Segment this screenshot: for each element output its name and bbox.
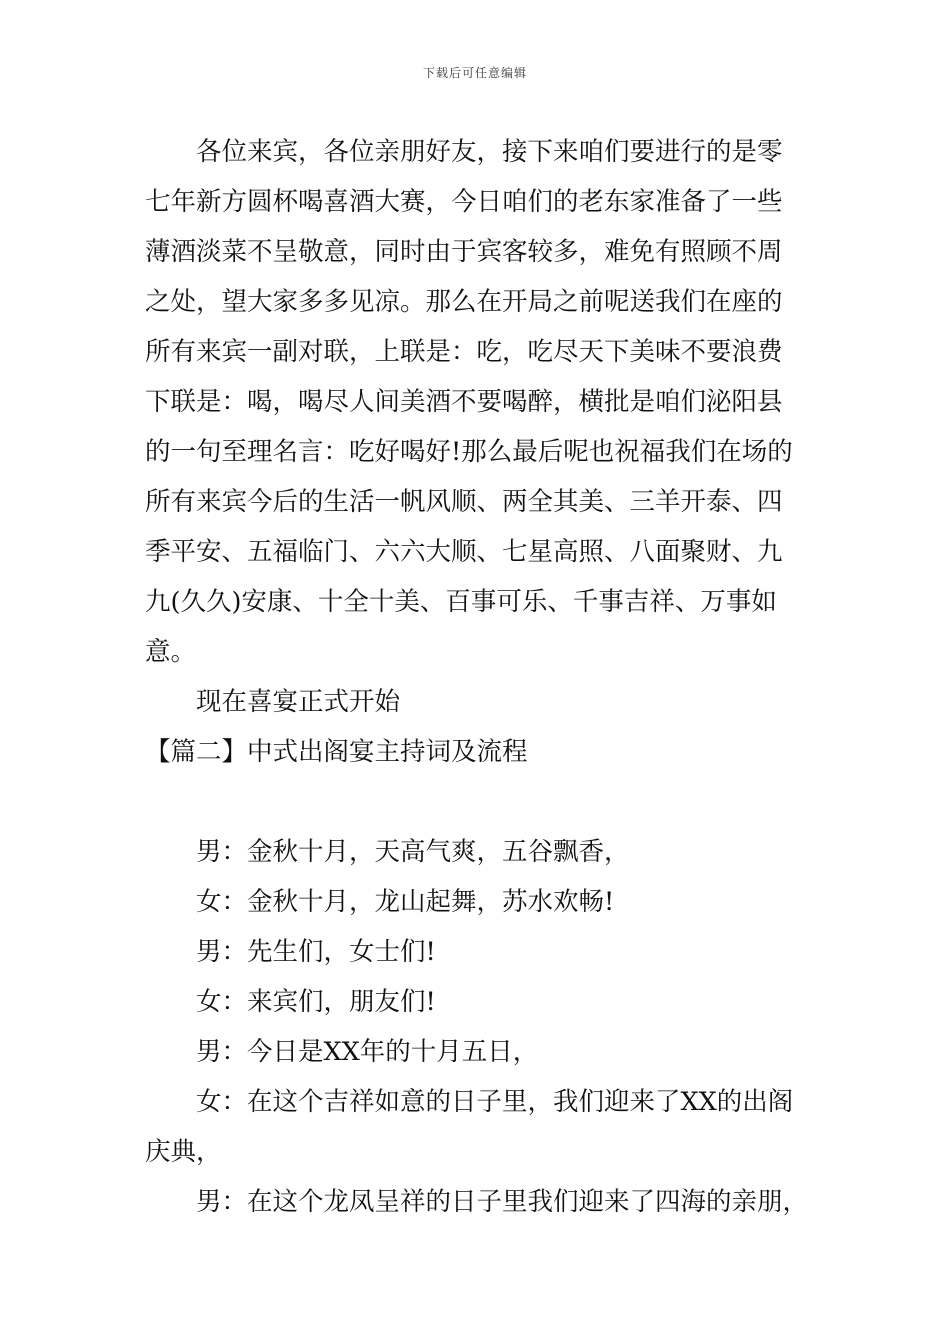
document-body [145,127,807,1227]
dialogue-line: 女：在这个吉祥如意的日子里，我们迎来了XX的出阁 [196,1087,794,1117]
page-header: 下载后可任意编辑 [422,66,527,80]
paragraph-line: 九(久久)安康、十全十美、百事可乐、千事吉祥、万事如 [145,587,777,617]
paragraph-start-banquet: 现在喜宴正式开始 [196,687,401,717]
dialogue-line: 男：今日是XX年的十月五日， [196,1037,539,1067]
blank-line [145,777,807,827]
paragraph-line: 下联是：喝，喝尽人间美酒不要喝醉，横批是咱们泌阳县 [145,387,783,417]
dialogue-line: 男：金秋十月，天高气爽，五谷飘香， [196,837,630,867]
paragraph-line: 薄酒淡菜不呈敬意，同时由于宾客较多，难免有照顾不周 [145,237,783,267]
paragraph-line: 所有来宾一副对联，上联是：吃，吃尽天下美味不要浪费 [145,337,783,367]
dialogue-line: 男：在这个龙凤呈祥的日子里我们迎来了四海的亲朋， [196,1187,809,1217]
dialogue-line: 女：金秋十月，龙山起舞，苏水欢畅! [196,887,615,917]
paragraph-line: 各位来宾，各位亲朋好友，接下来咱们要进行的是零 [196,137,783,167]
paragraph-line: 之处，望大家多多见凉。那么在开局之前呢送我们在座的 [145,287,783,317]
paragraph-line: 的一句至理名言：吃好喝好!那么最后呢也祝福我们在场的 [145,437,793,467]
paragraph-line: 所有来宾今后的生活一帆风顺、两全其美、三羊开泰、四 [145,487,783,517]
dialogue-line: 男：先生们，女士们! [196,937,436,967]
dialogue-line-continuation: 庆典， [145,1137,222,1167]
paragraph-line: 意。 [145,637,197,667]
paragraph-line: 七年新方圆杯喝喜酒大赛，今日咱们的老东家准备了一些 [145,187,783,217]
dialogue-line: 女：来宾们，朋友们! [196,987,436,1017]
section-heading: 【篇二】中式出阁宴主持词及流程 [145,737,528,767]
paragraph-line: 季平安、五福临门、六六大顺、七星高照、八面聚财、九 [145,537,783,567]
